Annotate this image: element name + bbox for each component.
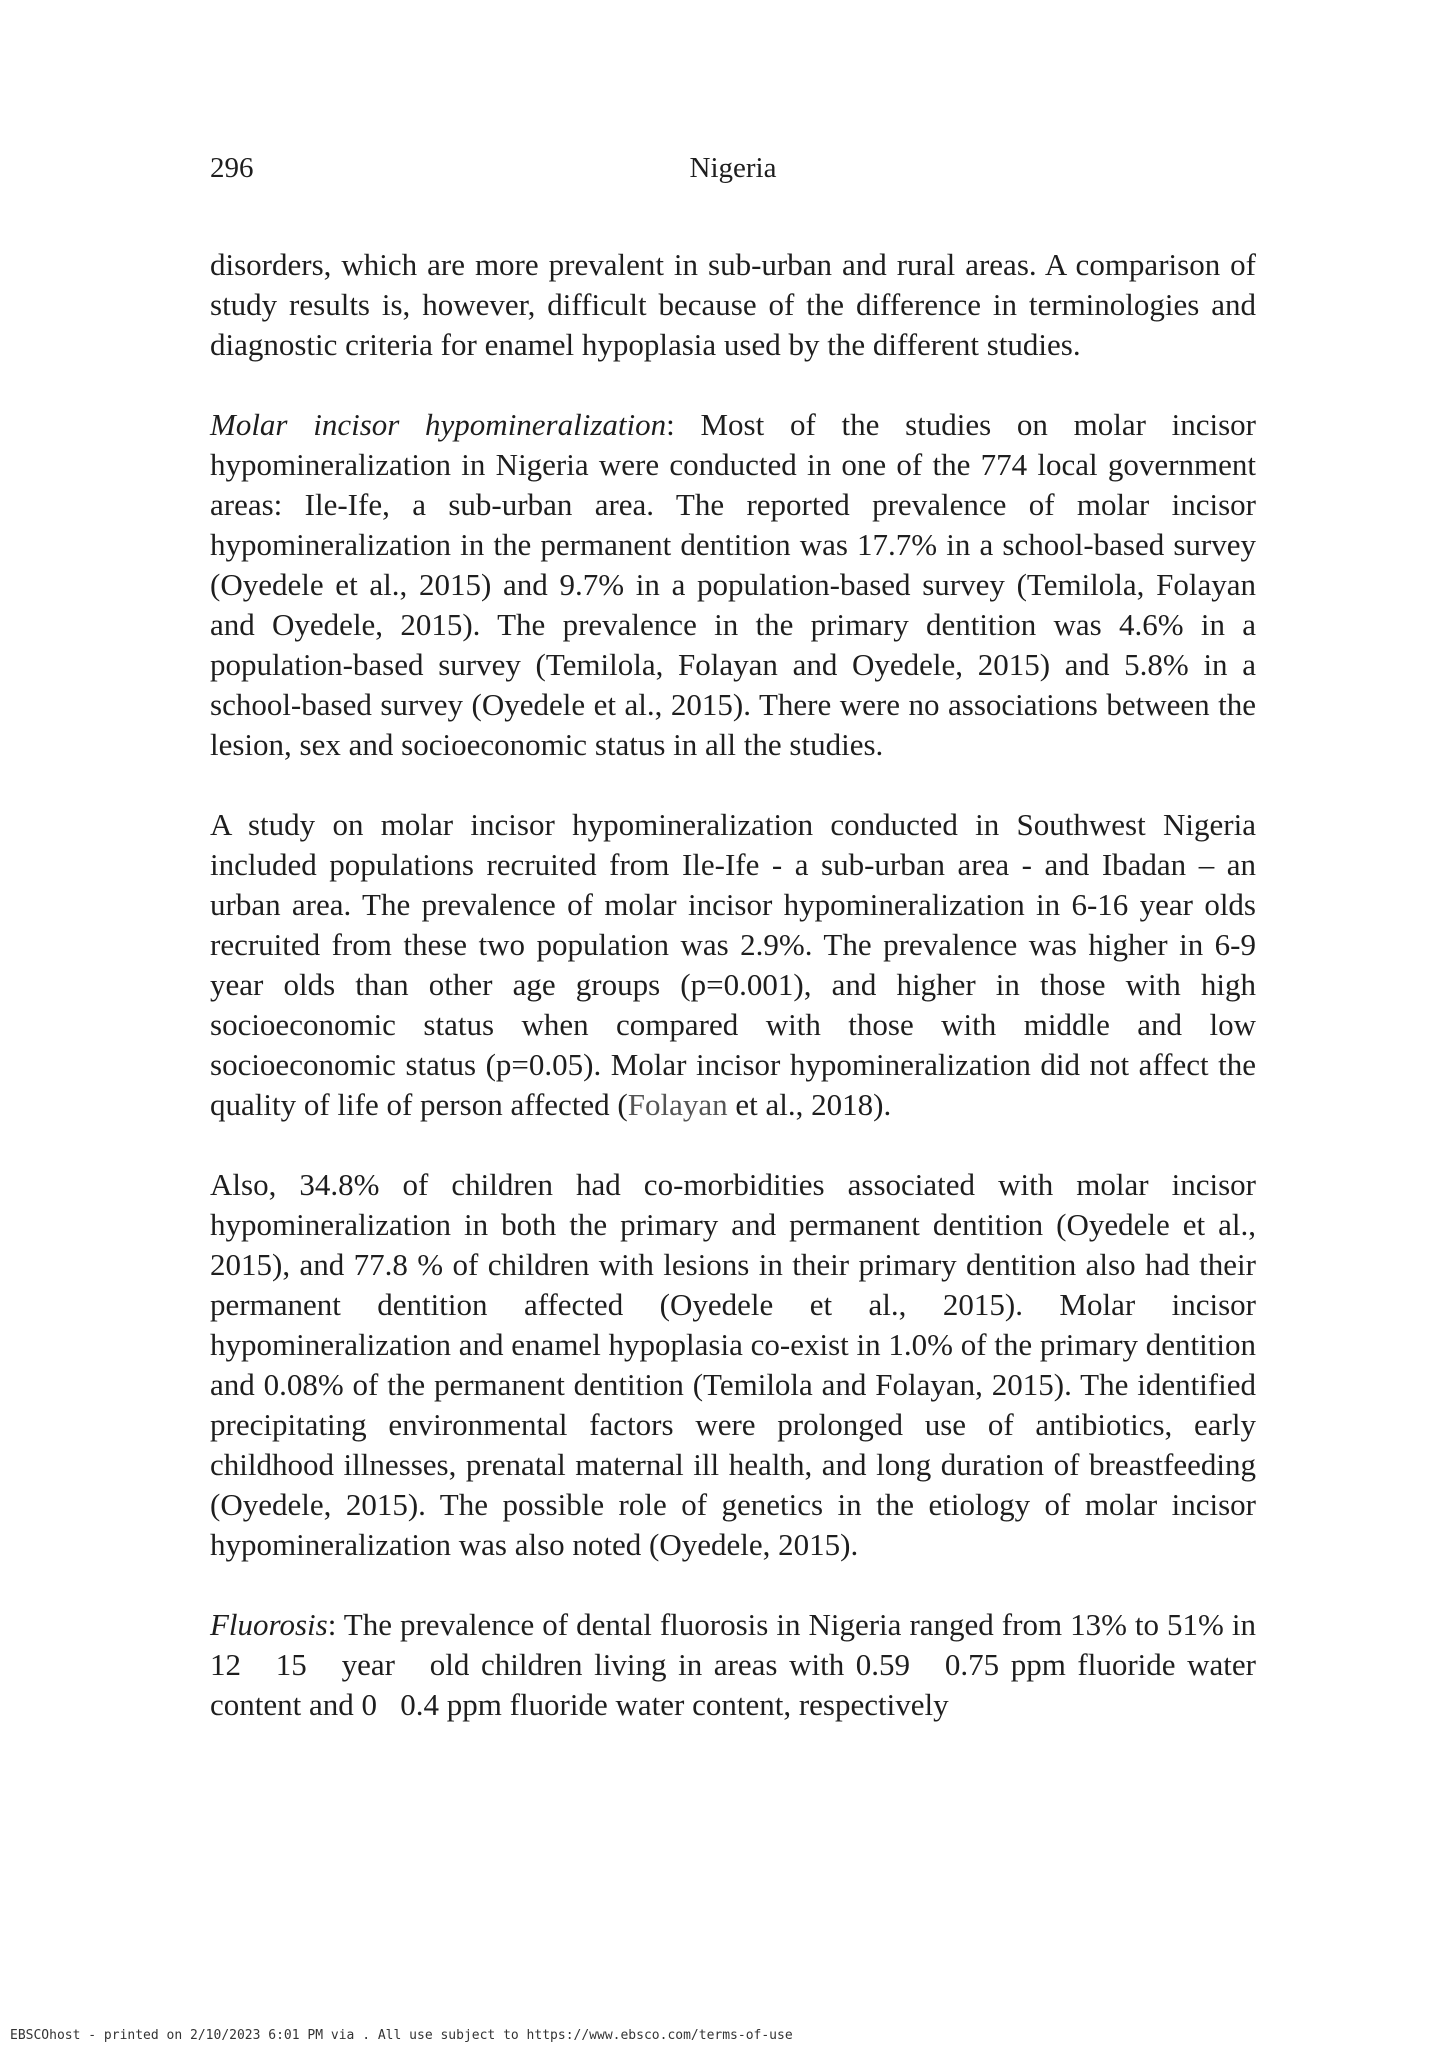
paragraph-southwest-study <box>210 805 1256 1125</box>
section-lead-fluorosis: Fluorosis <box>210 1607 328 1642</box>
paragraph-text: et al., 2018). <box>727 1087 892 1122</box>
paragraph-fluorosis <box>210 1605 1256 1725</box>
citation-link-folayan[interactable]: Folayan <box>627 1087 728 1122</box>
paragraph-enamel-hypoplasia-end <box>210 245 1256 365</box>
paragraph-text: A study on molar incisor hypomineralization conducted in Southwest Nigeria included populations recruited from Ile-Ife - a sub-urban area - and Ibadan – an urban area. The prevalence of molar incisor hypomineralization in 6-16 year olds recruited from these two population was 2.9%. The prevalence was higher in 6-9 year olds than other age groups (p=0.001), and higher in those with high socioeconomic status when compared with those with middle and low socioeconomic status (p=0.05). Molar incisor hypomineralization did not affect the quality of life of person affected ( <box>210 807 1256 1122</box>
running-head: Nigeria <box>689 152 777 184</box>
print-footer: EBSCOhost - printed on 2/10/2023 6:01 PM via . All use subject to https://www.ebsco.com/terms-of-use <box>10 2028 793 2043</box>
paragraph-text: Also, 34.8% of children had co-morbidities associated with molar incisor hypomineralization in both the primary and permanent dentition (Oyedele et al., 2015), and 77.8 % of children with lesions in their primary dentition also had their permanent dentition affected (Oyedele et al., 2015). Molar incisor hypomineralization and enamel hypoplasia co-exist in 1.0% of the primary dentition and 0.08% of the permanent dentition (Temilola and Folayan, 2015). The identified precipitating environmental factors were prolonged use of antibiotics, early childhood illnesses, prenatal maternal ill health, and long duration of breastfeeding (Oyedele, 2015). The possible role of genetics in the etiology of molar incisor hypomineralization was also noted (Oyedele, 2015). <box>210 1167 1256 1562</box>
page-number: 296 <box>210 152 254 184</box>
paragraph-molar-incisor <box>210 405 1256 765</box>
paragraph-text: : Most of the studies on molar incisor hypomineralization in Nigeria were conducted in one of the 774 local government areas: Ile-Ife, a sub-urban area. The reported prevalence of molar incisor hypomineralization in the permanent dentition was 17.7% in a school-based survey (Oyedele et al., 2015) and 9.7% in a population-based survey (Temilola, Folayan and Oyedele, 2015). The prevalence in the primary dentition was 4.6% in a population-based survey (Temilola, Folayan and Oyedele, 2015) and 5.8% in a school-based survey (Oyedele et al., 2015). There were no associations between the lesion, sex and socioeconomic status in all the studies. <box>210 407 1257 762</box>
section-lead-molar-incisor: Molar incisor hypomineralization <box>210 407 667 442</box>
body-text <box>210 245 1256 1725</box>
paragraph-text: : The prevalence of dental fluorosis in Nigeria ranged from 13% to 51% in 12 15 year old children living in areas with 0.59 0.75 ppm fluoride water content and 0 0.4 ppm fluoride water content, respectively <box>210 1607 1256 1722</box>
paragraph-text: disorders, which are more prevalent in sub-urban and rural areas. A comparison of study results is, however, difficult because of the difference in terminologies and diagnostic criteria for enamel hypoplasia used by the different studies. <box>210 247 1256 362</box>
paragraph-co-morbidities <box>210 1165 1256 1565</box>
page-header <box>210 148 1256 188</box>
